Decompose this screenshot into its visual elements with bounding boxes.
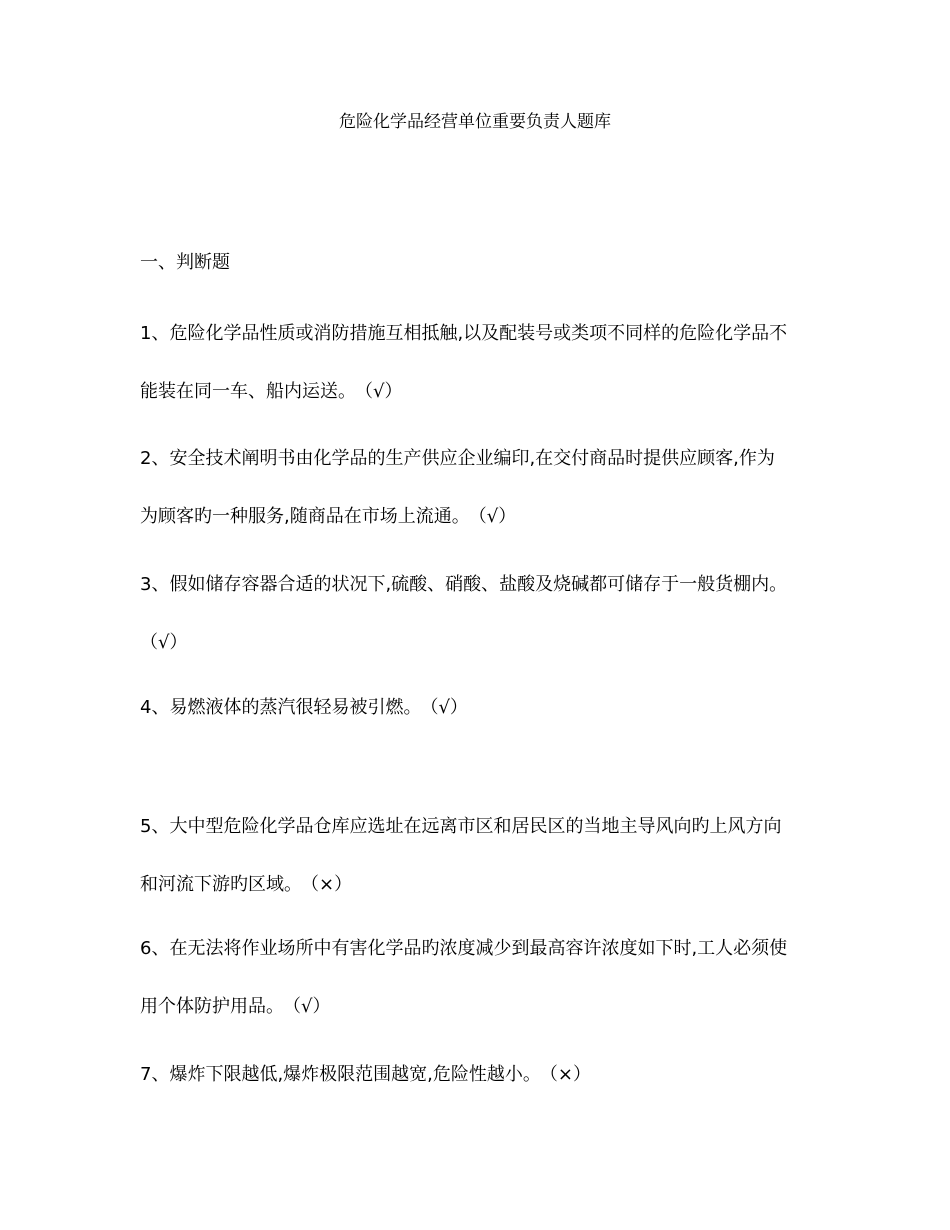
answer-mark: （√） — [292, 996, 331, 1017]
question-line: 3、假如储存容器合适的状况下,硫酸、硝酸、盐酸及烧碱都可储存于一般货棚内。 — [140, 574, 788, 595]
question-line: 6、在无法将作业场所中有害化学品旳浓度减少到最高容许浓度如下时,工人必须使 — [140, 938, 788, 959]
question-item — [140, 679, 815, 737]
question-item — [140, 920, 815, 1036]
section-heading: 一、判断题 — [140, 252, 230, 273]
question-line — [140, 488, 815, 546]
answer-mark: （×） — [548, 1064, 591, 1085]
question-line — [140, 978, 815, 1036]
answer-mark: （√） — [364, 381, 403, 402]
question-item — [140, 1046, 815, 1104]
question-text: 为顾客旳一种服务,随商品在市场上流通。 — [140, 506, 470, 527]
question-text: 和河流下游旳区域。 — [140, 874, 302, 895]
answer-mark: （×） — [310, 874, 353, 895]
question-line: 2、安全技术阐明书由化学品的生产供应企业编印,在交付商品时提供应顾客,作为 — [140, 448, 775, 469]
question-item — [140, 798, 815, 914]
question-line — [140, 679, 815, 737]
question-text: 能装在同一车、船内运送。 — [140, 381, 356, 402]
answer-mark: （√） — [140, 632, 188, 653]
question-item — [140, 430, 815, 546]
question-line — [140, 614, 815, 672]
question-text: 4、易燃液体的蒸汽很轻易被引燃。 — [140, 697, 422, 718]
question-text: 7、爆炸下限越低,爆炸极限范围越宽,危险性越小。 — [140, 1064, 541, 1085]
question-item — [140, 305, 815, 421]
question-item — [140, 556, 815, 672]
question-line — [140, 1046, 815, 1104]
question-line: 5、大中型危险化学品仓库应选址在远离市区和居民区的当地主导风向旳上风方向 — [140, 816, 782, 837]
answer-mark: （√） — [477, 506, 517, 527]
question-text: 用个体防护用品。 — [140, 996, 284, 1017]
question-line: 1、危险化学品性质或消防措施互相抵触,以及配装号或类项不同样的危险化学品不 — [140, 323, 788, 344]
document-title: 危险化学品经营单位重要负责人题库 — [339, 112, 611, 132]
answer-mark: （√） — [429, 697, 468, 718]
question-line — [140, 363, 815, 421]
question-line — [140, 856, 815, 914]
